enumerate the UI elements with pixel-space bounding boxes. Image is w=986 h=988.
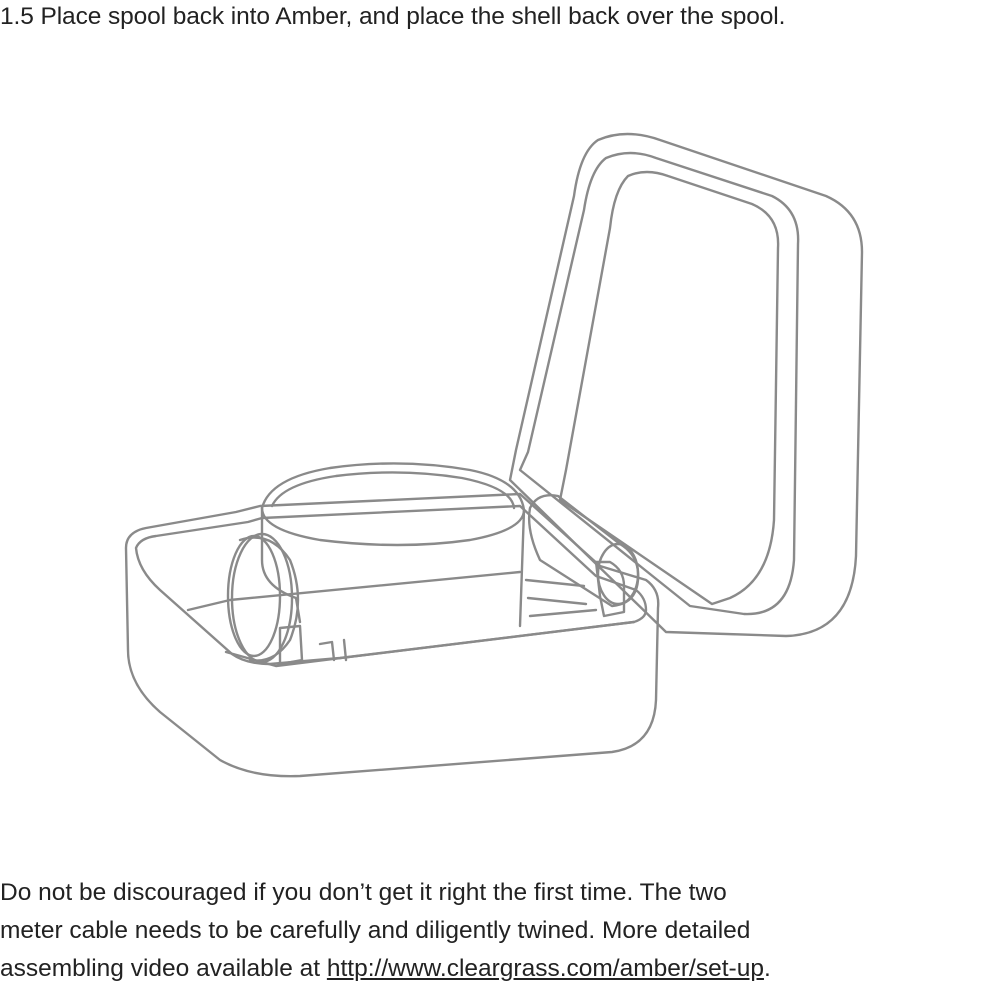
base-outer (126, 494, 658, 776)
note-line-3-suffix: . (763, 955, 771, 982)
lid-outer (510, 134, 862, 636)
note-line-3-prefix: assembling video available at (0, 955, 327, 982)
note-line-3 (0, 950, 986, 988)
cable-roll-end (598, 544, 638, 604)
step-title: 1.5 Place spool back into Amber, and place the shell back over the spool. (0, 3, 786, 30)
base-floor-edge (188, 572, 520, 610)
amber-case-open-with-spool-icon (0, 100, 986, 820)
note-line-2: meter cable needs to be carefully and diligently twined. More detailed (0, 917, 751, 944)
amber-case-illustration (0, 100, 986, 820)
spool-body (262, 508, 524, 626)
note-line-1: Do not be discouraged if you don’t get it right the first time. The two (0, 879, 727, 906)
base-ridges (526, 580, 596, 616)
setup-video-link[interactable]: http://www.cleargrass.com/amber/set-up (326, 955, 764, 982)
lid-panel (560, 172, 778, 604)
assembly-note (0, 874, 986, 988)
